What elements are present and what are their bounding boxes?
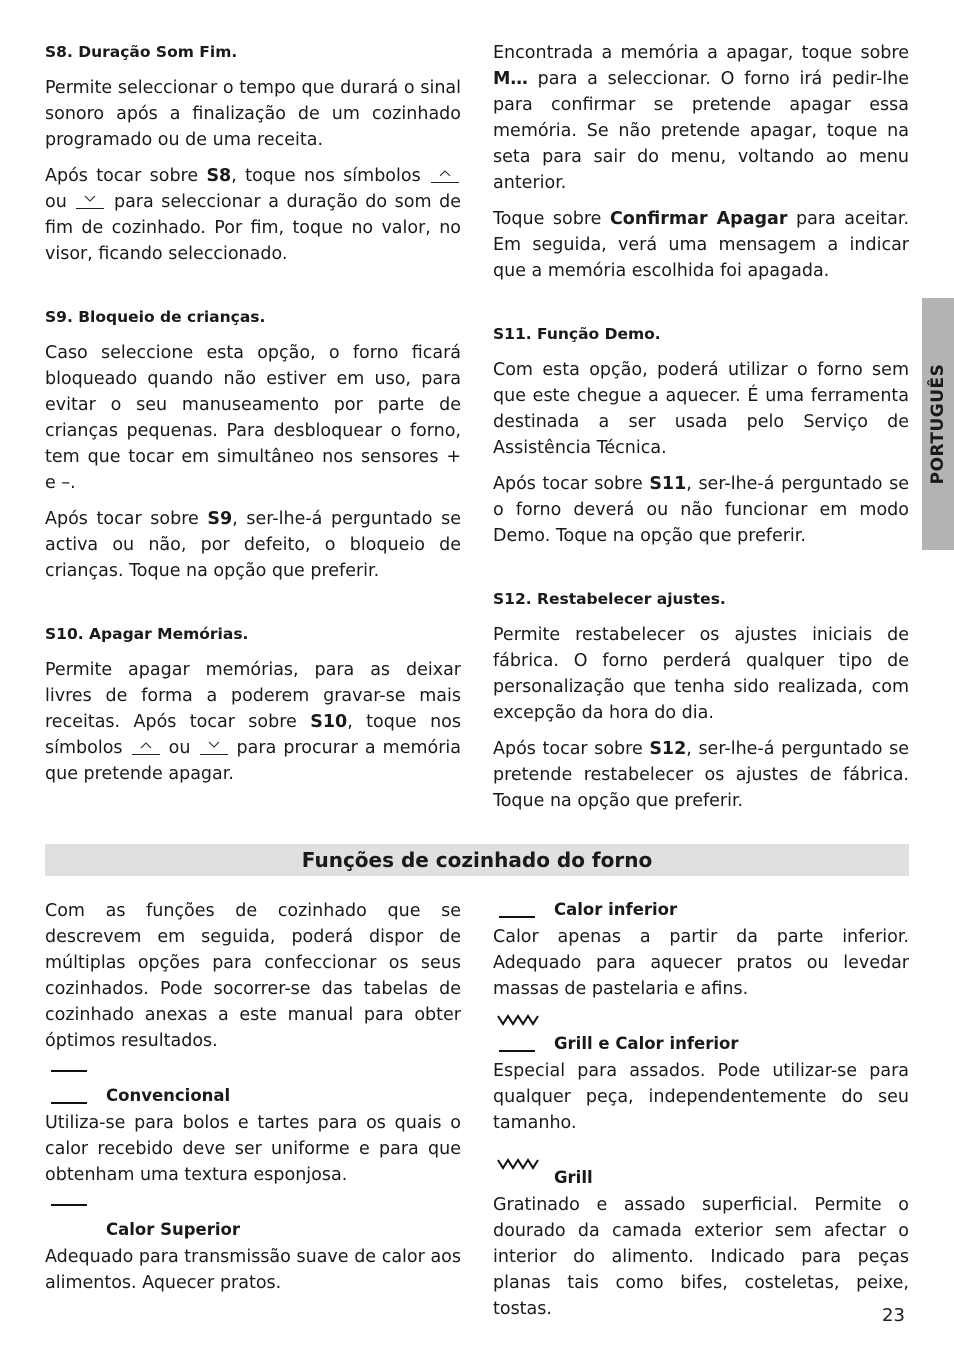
function-name: Calor inferior	[554, 900, 678, 919]
function-description: Calor apenas a partir da parte inferior. Adequado para aquecer pratos ou levedar massas de pastelaria e afins.	[493, 927, 909, 999]
function-description: Utiliza-se para bolos e tartes para os quais o calor recebido deve ser uniforme e para que obtenham uma textura esponjosa.	[45, 1113, 461, 1185]
grill-icon	[493, 1158, 533, 1170]
section-header	[45, 844, 909, 876]
page-number: 23	[882, 1305, 905, 1326]
functions-right-column	[493, 898, 909, 1322]
s12-description: Permite restabelecer os ajustes iniciais de fábrica. O forno perderá qualquer tipo de personalização que tenha sido realizada, com excepção da hora do dia.	[493, 625, 909, 723]
function-description: Gratinado e assado superficial. Permite o dourado da camada exterior sem afectar o interior do alimento. Indicado para peças planas tais como bifes, costeletas, peixe, tostas.	[493, 1195, 909, 1319]
function-description: Especial para assados. Pode utilizar-se para qualquer peça, independentemente do seu tamanho.	[493, 1061, 909, 1133]
function-grill-calor-inferior	[493, 1032, 909, 1136]
s10-title: S10. Apagar Memórias.	[45, 625, 249, 643]
functions-intro: Com as funções de cozinhado que se descrevem em seguida, poderá dispor de múltiplas opções para confeccionar os seus cozinhados. Pode socorrer-se das tabelas de cozinhado anexas a este manual para obter óptimos resultados.	[45, 901, 461, 1051]
s9-instructions: Após tocar sobre S9, ser-lhe-á perguntado se activa ou não, por defeito, o bloqueio de crianças. Toque na opção que preferir.	[45, 509, 461, 581]
down-arrow-icon	[76, 192, 104, 209]
function-name: Grill	[554, 1168, 593, 1187]
function-calor-superior	[45, 1218, 461, 1296]
function-name: Convencional	[106, 1086, 231, 1105]
s9-description: Caso seleccione esta opção, o forno ficará bloqueado quando não estiver em uso, para evitar o seu manuseamento por parte de crianças pequenas. Para desbloquear o forno, tem que tocar em simultâneo nos sensores + e –.	[45, 343, 461, 493]
function-calor-inferior	[493, 898, 909, 1002]
section-title: Funções de cozinhado do forno	[301, 848, 653, 872]
s11-description: Com esta opção, poderá utilizar o forno sem que este chegue a aquecer. É uma ferramenta destinada a ser usada pelo Serviço de Assistência Técnica.	[493, 360, 909, 458]
s10-description: Permite apagar memórias, para as deixar livres de forma a poderem gravar-se mais receitas. Após tocar sobre S10, toque nos símbolos ou para procurar a memória que pretende apagar.	[45, 660, 461, 784]
function-description: Adequado para transmissão suave de calor aos alimentos. Aquecer pratos.	[45, 1247, 461, 1293]
s8-description: Permite seleccionar o tempo que durará o sinal sonoro após a finalização de um cozinhado programado ou de uma receita.	[45, 78, 461, 150]
s11-title: S11. Função Demo.	[493, 325, 661, 343]
grill-bottom-heat-icon	[493, 1014, 533, 1054]
function-name: Calor Superior	[106, 1220, 241, 1239]
functions-left-column	[45, 898, 461, 1296]
function-name: Grill e Calor inferior	[554, 1034, 739, 1053]
top-heat-icon	[45, 1204, 85, 1208]
language-tab-label: PORTUGUÊS	[928, 363, 948, 485]
s12-instructions: Após tocar sobre S12, ser-lhe-á perguntado se pretende restabelecer os ajustes de fábrica. Toque na opção que preferir.	[493, 739, 909, 811]
s9-title: S9. Bloqueio de crianças.	[45, 308, 266, 326]
left-column	[45, 40, 461, 797]
top-bottom-heat-icon	[45, 1070, 85, 1106]
up-arrow-icon	[132, 738, 160, 755]
function-convencional	[45, 1084, 461, 1188]
s8-title: S8. Duração Som Fim.	[45, 43, 238, 61]
bottom-heat-icon	[493, 916, 533, 920]
function-grill	[493, 1166, 909, 1322]
confirm-delete-text: Toque sobre Confirmar Apagar para aceitar. Em seguida, verá uma mensagem a indicar que a memória escolhida foi apagada.	[493, 209, 910, 281]
language-tab	[922, 298, 954, 550]
memory-confirm-text: Encontrada a memória a apagar, toque sobre M… para a seleccionar. O forno irá pedir-lhe para confirmar se pretende apagar essa memória. Se não pretende apagar, toque na seta para sair do menu, voltando ao menu anterior.	[493, 43, 909, 193]
s11-instructions: Após tocar sobre S11, ser-lhe-á perguntado se o forno deverá ou não funcionar em modo Demo. Toque na opção que preferir.	[493, 474, 909, 546]
right-column	[493, 40, 909, 824]
s12-title: S12. Restabelecer ajustes.	[493, 590, 726, 608]
s8-instructions: Após tocar sobre S8, toque nos símbolos ou para seleccionar a duração do som de fim de cozinhado. Por fim, toque no valor, no visor, ficando seleccionado.	[45, 166, 461, 264]
down-arrow-icon	[200, 738, 228, 755]
up-arrow-icon	[431, 166, 459, 183]
